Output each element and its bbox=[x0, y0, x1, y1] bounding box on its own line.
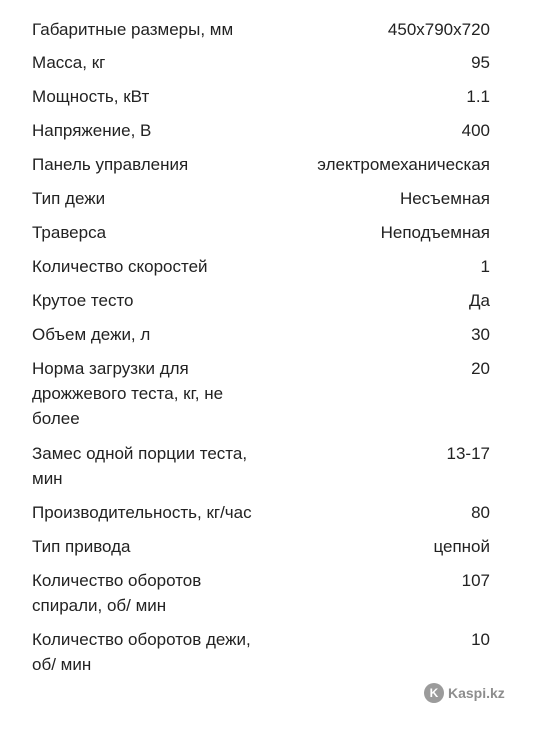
kaspi-logo-icon: K bbox=[424, 683, 444, 703]
spec-row bbox=[32, 356, 490, 431]
spec-value: Да bbox=[469, 291, 490, 310]
spec-value: электромеханическая bbox=[317, 155, 490, 174]
spec-row bbox=[32, 152, 490, 177]
watermark-text: Kaspi.kz bbox=[448, 685, 505, 701]
spec-value: 1 bbox=[480, 257, 490, 276]
spec-label: Тип привода bbox=[32, 537, 131, 556]
spec-value: 30 bbox=[471, 325, 490, 344]
spec-row bbox=[32, 50, 490, 75]
spec-row bbox=[32, 288, 490, 313]
spec-label: Напряжение, В bbox=[32, 121, 152, 140]
spec-label: Крутое тесто bbox=[32, 291, 134, 310]
spec-value: 1.1 bbox=[466, 87, 490, 106]
spec-row bbox=[32, 220, 490, 245]
spec-value: 20 bbox=[471, 359, 490, 378]
spec-label: Тип дежи bbox=[32, 189, 106, 208]
spec-value: 80 bbox=[471, 503, 490, 522]
spec-label: Масса, кг bbox=[32, 53, 106, 72]
spec-row bbox=[32, 568, 490, 618]
spec-label: Производительность, кг/час bbox=[32, 503, 252, 522]
spec-label: Траверса bbox=[32, 223, 107, 242]
spec-row bbox=[32, 186, 490, 211]
spec-label: Панель управления bbox=[32, 155, 189, 174]
spec-label: Количество оборотов дежи, об/ мин bbox=[32, 630, 251, 674]
spec-row bbox=[32, 500, 490, 525]
spec-value: Несъемная bbox=[399, 189, 490, 208]
spec-row bbox=[32, 254, 490, 279]
spec-value: 95 bbox=[471, 53, 490, 72]
spec-label: Норма загрузки для дрожжевого теста, кг, не более bbox=[32, 359, 224, 428]
spec-value: 450х790х720 bbox=[387, 20, 490, 39]
spec-label: Количество оборотов спирали, об/ мин bbox=[32, 571, 202, 615]
spec-value: 107 bbox=[461, 571, 490, 590]
spec-row bbox=[32, 17, 490, 42]
spec-row bbox=[32, 534, 490, 559]
spec-row bbox=[32, 627, 490, 677]
spec-label: Мощность, кВт bbox=[32, 87, 150, 106]
spec-value: Неподъемная bbox=[380, 223, 490, 242]
spec-table bbox=[32, 17, 490, 677]
spec-value: 400 bbox=[461, 121, 490, 140]
spec-label: Замес одной порции теста, мин bbox=[32, 444, 248, 488]
spec-value: 13-17 bbox=[446, 444, 490, 463]
spec-value: 10 bbox=[471, 630, 490, 649]
spec-label: Объем дежи, л bbox=[32, 325, 151, 344]
spec-row bbox=[32, 322, 490, 347]
spec-label: Количество скоростей bbox=[32, 257, 208, 276]
spec-row bbox=[32, 118, 490, 143]
spec-row bbox=[32, 84, 490, 109]
kaspi-watermark bbox=[424, 683, 505, 703]
spec-value: цепной bbox=[433, 537, 490, 556]
spec-label: Габаритные размеры, мм bbox=[32, 20, 234, 39]
spec-row bbox=[32, 441, 490, 491]
